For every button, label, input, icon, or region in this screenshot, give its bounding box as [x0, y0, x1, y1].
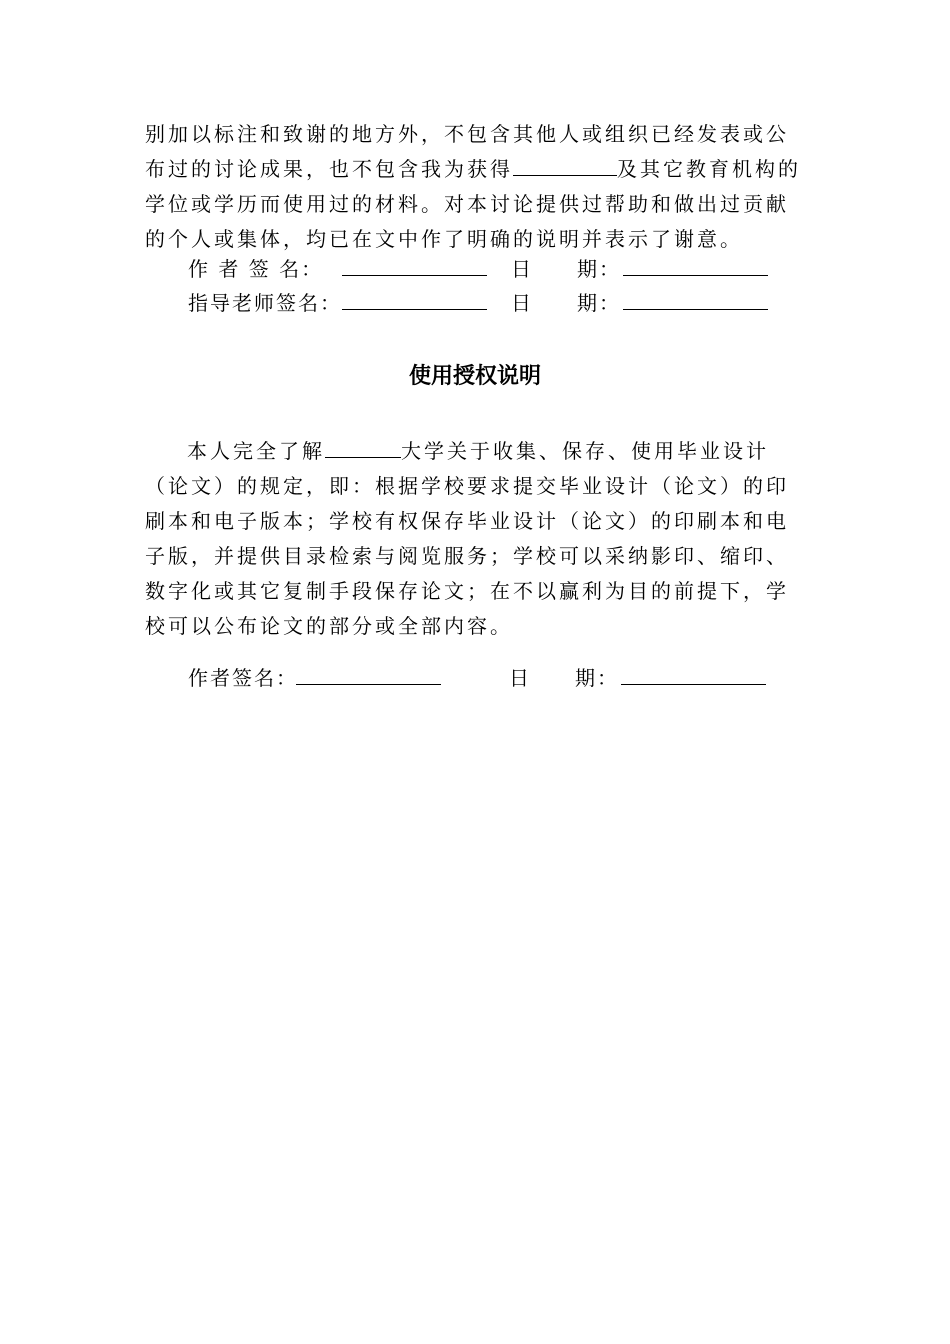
advisor-signature-label: 指导老师签名：	[188, 291, 342, 315]
declaration-text-1: 别加以标注和致谢的地方外，不包含其他人或组织已经发表或公布过的讨论成果，也不包含我为获得	[145, 122, 789, 181]
final-author-label: 作者签名：	[188, 666, 298, 690]
author-signature-line	[342, 255, 487, 276]
final-author-line	[296, 664, 441, 685]
authorization-text-2: 大学关于收集、保存、使用毕业设计（论文）的规定，即：根据学校要求提交毕业设计（论文）的印刷本和电子版本；学校有权保存毕业设计（论文）的印刷本和电子版，并提供目录检索与阅览服务；学校可以采纳影印、缩印、数字化或其它复制手段保存论文；在不以赢利为目的前提下，学校可以公布论文的部分或全部内容。	[145, 439, 789, 638]
authorization-paragraph	[145, 434, 805, 644]
author-signature-label: 作 者 签 名：	[188, 257, 324, 281]
final-signature-row	[188, 663, 766, 693]
final-date-line	[621, 664, 766, 685]
advisor-date-line	[623, 289, 768, 310]
declaration-paragraph	[145, 117, 805, 257]
author-date-label: 日 期：	[511, 257, 621, 281]
final-date-label: 日 期：	[509, 666, 619, 690]
university-blank-line	[325, 439, 401, 458]
authorization-title: 使用授权说明	[408, 364, 541, 389]
authorization-text-1: 本人完全了解	[187, 439, 325, 463]
author-signature-row	[188, 254, 768, 284]
advisor-signature-row	[188, 288, 768, 318]
advisor-date-label: 日 期：	[511, 291, 621, 315]
degree-blank-line	[513, 157, 617, 176]
declaration-text-2: 及其它教育机构的学位或学历而使用过的材料。对本讨论提供过帮助和做出过贡献的个人或集体，均已在文中作了明确的说明并表示了谢意。	[145, 157, 801, 251]
advisor-signature-line	[342, 289, 487, 310]
author-date-line	[623, 255, 768, 276]
